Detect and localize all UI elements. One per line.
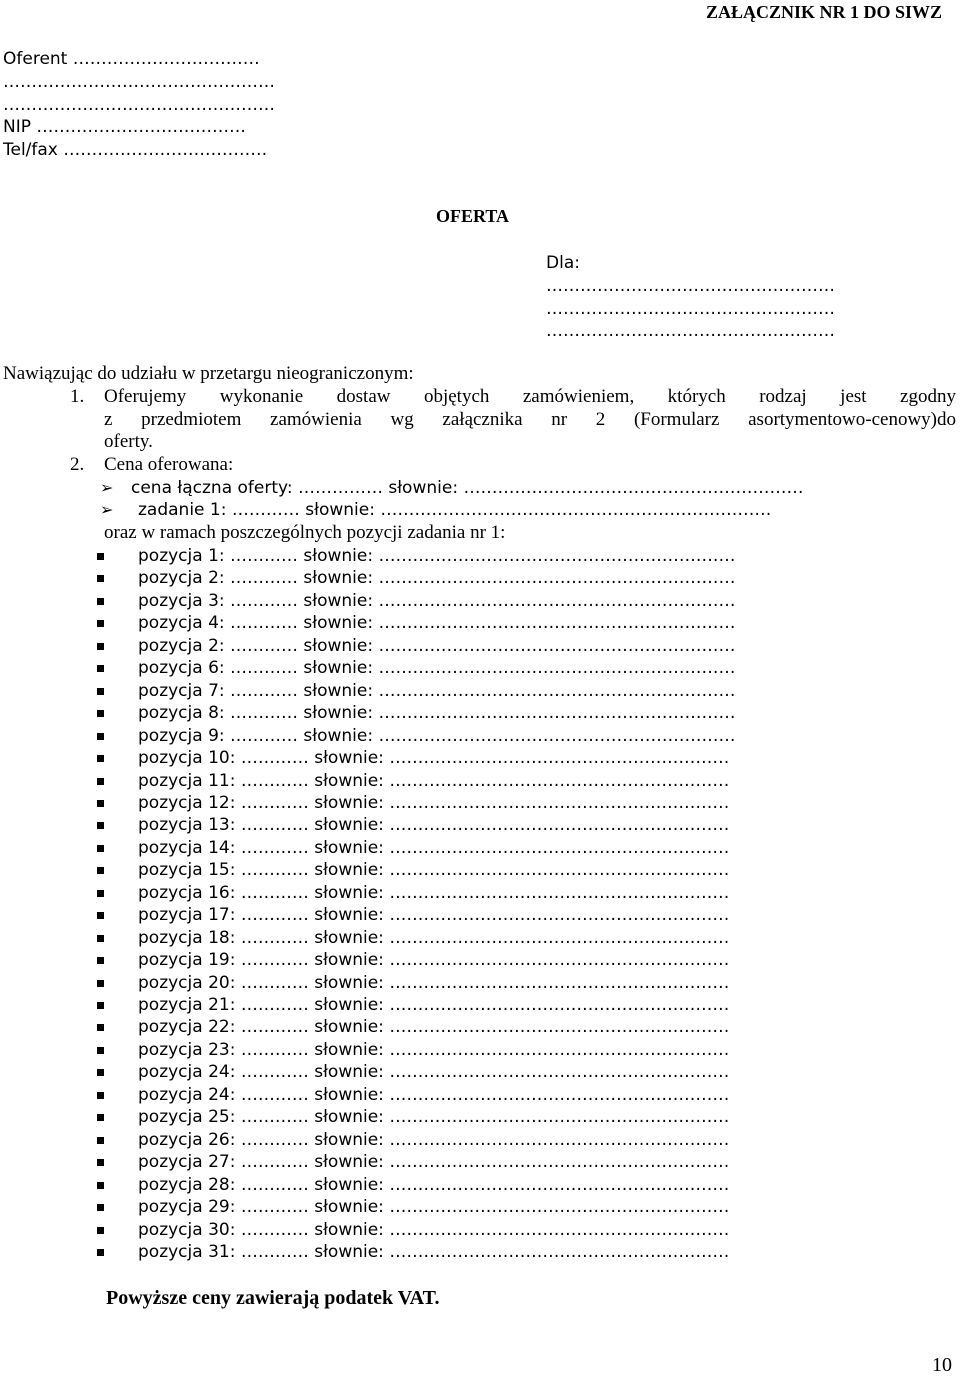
bidder-extra-line: ………………………………………… [3,72,275,92]
recipient-line: …………………………………………… [546,299,835,319]
position-line: pozycja 7: ………… słownie: ……………………………………………………… [138,681,736,701]
position-line: pozycja 27: ………… słownie: …………………………………………………… [138,1152,730,1172]
item1-text-line: Oferujemy wykonanie dostaw objętych zamówieniem, których rodzaj jest zgodny [104,386,956,407]
position-line: pozycja 10: ………… słownie: …………………………………………………… [138,748,730,768]
square-bullet-icon [97,890,104,897]
position-line: pozycja 2: ………… słownie: ……………………………………………………… [138,568,736,588]
arrow-bullet-icon: ➢ [100,478,114,497]
square-bullet-icon [97,1069,104,1076]
position-line: pozycja 23: ………… słownie: …………………………………………………… [138,1040,730,1060]
bidder-extra-line: ………………………………………… [3,95,275,115]
position-line: pozycja 4: ………… słownie: ……………………………………………………… [138,613,736,633]
square-bullet-icon [97,643,104,650]
square-bullet-icon [97,1249,104,1256]
position-line: pozycja 12: ………… słownie: …………………………………………………… [138,793,730,813]
square-bullet-icon [97,778,104,785]
price-section-label: Cena oferowana: [104,454,234,475]
square-bullet-icon [97,822,104,829]
position-line: pozycja 18: ………… słownie: …………………………………………………… [138,928,730,948]
position-line: pozycja 2: ………… słownie: ……………………………………………………… [138,636,736,656]
square-bullet-icon [97,1159,104,1166]
position-line: pozycja 11: ………… słownie: …………………………………………………… [138,771,730,791]
square-bullet-icon [97,800,104,807]
arrow-bullet-icon: ➢ [100,500,114,519]
square-bullet-icon [97,867,104,874]
bidder-tel-line: Tel/fax ……………………………… [3,140,268,160]
square-bullet-icon [97,980,104,987]
position-line: pozycja 16: ………… słownie: …………………………………………………… [138,883,730,903]
square-bullet-icon [97,1137,104,1144]
square-bullet-icon [97,575,104,582]
position-line: pozycja 6: ………… słownie: ……………………………………………………… [138,658,736,678]
page-number: 10 [932,1354,952,1376]
square-bullet-icon [97,912,104,919]
vat-note: Powyższe ceny zawierają podatek VAT. [106,1287,440,1309]
square-bullet-icon [97,1204,104,1211]
item-number: 1. [70,386,85,407]
intro-text: Nawiązując do udziału w przetargu nieograniczonym: [3,363,414,384]
position-line: pozycja 14: ………… słownie: …………………………………………………… [138,838,730,858]
square-bullet-icon [97,688,104,695]
position-line: pozycja 22: ………… słownie: …………………………………………………… [138,1017,730,1037]
bidder-nip-line: NIP ………………………………. [3,117,246,137]
square-bullet-icon [97,1002,104,1009]
square-bullet-icon [97,665,104,672]
position-line: pozycja 1: ………… słownie: ……………………………………………………… [138,546,736,566]
position-line: pozycja 8: ………… słownie: ……………………………………………………… [138,703,736,723]
offer-title: OFERTA [436,206,510,226]
position-line: pozycja 24: ………… słownie: …………………………………………………… [138,1062,730,1082]
recipient-line: …………………………………………… [546,321,835,341]
position-line: pozycja 31: ………… słownie: …………………………………………………… [138,1242,730,1262]
square-bullet-icon [97,755,104,762]
task-1-line: zadanie 1: ………… słownie: …………………………………………………………… [138,500,772,520]
position-line: pozycja 28: ………… słownie: …………………………………………………… [138,1175,730,1195]
position-line: pozycja 13: ………… słownie: …………………………………………………… [138,815,730,835]
recipient-label: Dla: [546,253,580,273]
square-bullet-icon [97,845,104,852]
attachment-header: ZAŁĄCZNIK NR 1 DO SIWZ [705,2,942,22]
position-line: pozycja 29: ………… słownie: …………………………………………………… [138,1197,730,1217]
position-line: pozycja 20: ………… słownie: …………………………………………………… [138,973,730,993]
recipient-line: …………………………………………… [546,276,835,296]
position-line: pozycja 9: ………… słownie: ……………………………………………………… [138,726,736,746]
square-bullet-icon [97,733,104,740]
square-bullet-icon [97,620,104,627]
position-line: pozycja 19: ………… słownie: …………………………………………………… [138,950,730,970]
square-bullet-icon [97,553,104,560]
position-line: pozycja 17: ………… słownie: …………………………………………………… [138,905,730,925]
item1-text-line: z przedmiotem zamówienia wg załącznika nr 2 (Formularz asortymentowo-cenowy)do [104,409,956,430]
positions-intro: oraz w ramach poszczególnych pozycji zadania nr 1: [104,522,506,543]
position-line: pozycja 21: ………… słownie: …………………………………………………… [138,995,730,1015]
square-bullet-icon [97,1182,104,1189]
item-number: 2. [70,454,85,475]
square-bullet-icon [97,1227,104,1234]
square-bullet-icon [97,598,104,605]
square-bullet-icon [97,1092,104,1099]
square-bullet-icon [97,710,104,717]
square-bullet-icon [97,1047,104,1054]
position-line: pozycja 24: ………… słownie: …………………………………………………… [138,1085,730,1105]
square-bullet-icon [97,1114,104,1121]
position-line: pozycja 30: ………… słownie: …………………………………………………… [138,1220,730,1240]
square-bullet-icon [97,935,104,942]
total-price-line: cena łączna oferty: …………… słownie: …………………………………………………… [131,478,804,498]
square-bullet-icon [97,1024,104,1031]
item1-text-line: oferty. [104,431,153,452]
bidder-name-line: Oferent …………………………… [3,49,260,69]
position-line: pozycja 3: ………… słownie: ……………………………………………………… [138,591,736,611]
position-line: pozycja 25: ………… słownie: …………………………………………………… [138,1107,730,1127]
position-line: pozycja 15: ………… słownie: …………………………………………………… [138,860,730,880]
square-bullet-icon [97,957,104,964]
position-line: pozycja 26: ………… słownie: …………………………………………………… [138,1130,730,1150]
